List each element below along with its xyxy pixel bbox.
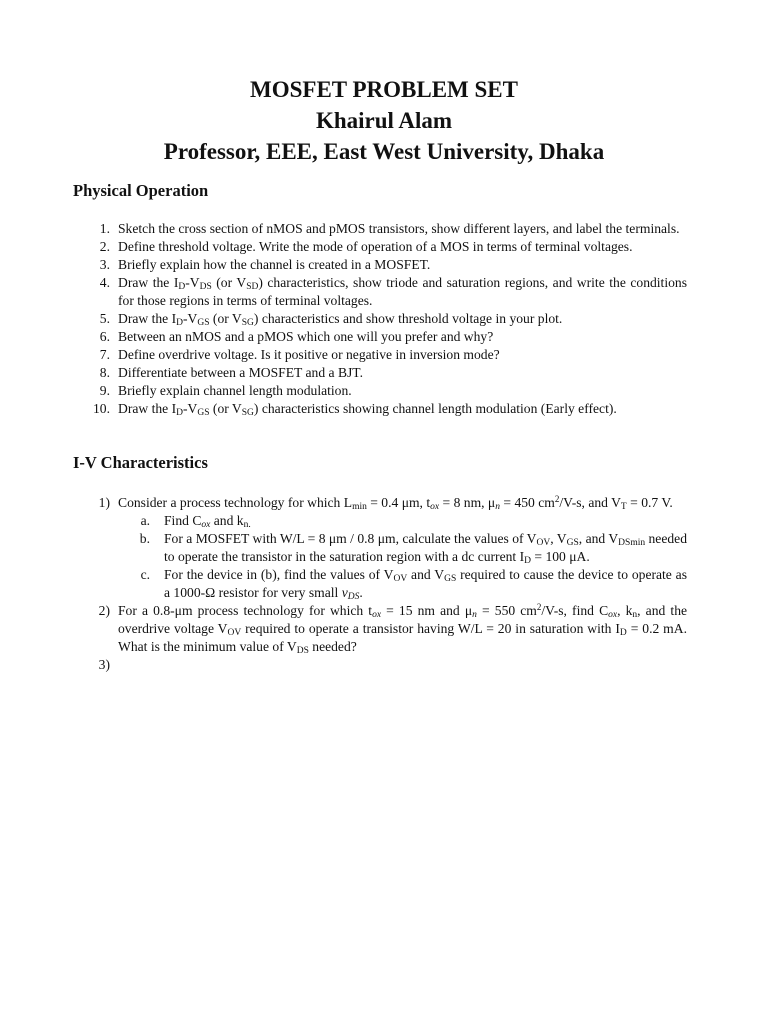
- sub-question-list: [118, 512, 687, 602]
- sub-question-item: [118, 566, 687, 602]
- sub-question-text: Find $C_{ox}$ and $k_{n.}$: [164, 513, 251, 530]
- question-number: 3): [98, 657, 110, 672]
- question-text: Draw the $I_D-V_{GS}$ (or $V_{SG}$) characteristics showing channel length modulation (Early effect).: [118, 401, 617, 418]
- question-item: [0, 328, 687, 346]
- question-number: 2.: [99, 239, 110, 254]
- sub-question-text: For the device in (b), find the values of $V_{OV}$ and $V_{GS}$ required to cause the device to operate as a 1000-Ω resistor for very small $v_{DS}$.: [164, 567, 688, 602]
- question-number: 2): [98, 603, 110, 618]
- section-heading-physical-operation: Physical Operation: [73, 181, 209, 200]
- question-item: [0, 238, 687, 256]
- question-item: [0, 274, 687, 310]
- sub-question-letter: a.: [140, 513, 150, 528]
- question-item: [0, 364, 687, 382]
- title-block: [0, 74, 768, 167]
- question-number: 8.: [99, 365, 110, 380]
- title-line-2: Khairul Alam: [315, 108, 453, 133]
- sub-question-letter: c.: [140, 567, 150, 582]
- question-item: [0, 310, 687, 328]
- question-number: 3.: [99, 257, 110, 272]
- question-text: Define threshold voltage. Write the mode of operation of a MOS in terms of terminal voltages.: [118, 239, 633, 254]
- question-text: Briefly explain how the channel is created in a MOSFET.: [118, 257, 431, 272]
- question-text: Between an nMOS and a pMOS which one will you prefer and why?: [118, 329, 494, 344]
- question-text: Sketch the cross section of nMOS and pMOS transistors, show different layers, and label the terminals.: [118, 221, 680, 236]
- question-item: [0, 494, 687, 602]
- question-number: 4.: [99, 275, 110, 290]
- sub-question-letter: b.: [139, 531, 150, 546]
- sub-question-item: [118, 530, 687, 566]
- question-item: [0, 382, 687, 400]
- question-number: 1): [98, 495, 110, 510]
- question-number: 10.: [93, 401, 110, 416]
- question-list-iv-characteristics: [0, 494, 688, 672]
- question-item: [0, 602, 687, 656]
- question-item: [0, 346, 687, 364]
- question-text: For a 0.8-μm process technology for which $t_{ox} = 15$ nm and $\mu_n = 550$ $cm^2/V-s$, find $C_{ox}$, $k_n$, and the overdrive voltage $V_{OV}$ required to operate a transistor having W/L = 20 in saturation with $I_D = 0.2$ mA. What is the minimum value of $V_{DS}$ needed?: [118, 602, 688, 656]
- sub-question-text: For a MOSFET with W/L = 8 μm / 0.8 μm, calculate the values of $V_{OV}$, $V_{GS}$, and $V_{DSmin}$ needed to operate the transistor in the saturation region with a dc current $I_D = 100$ μA.: [164, 531, 687, 566]
- question-text: Draw the $I_D-V_{DS}$ (or $V_{SD}$) characteristics, show triode and saturation regions, and write the conditions for those regions in terms of terminal voltages.: [118, 275, 687, 308]
- title-line-3: Professor, EEE, East West University, Dhaka: [163, 139, 605, 164]
- question-item: [0, 256, 687, 274]
- question-number: 5.: [99, 311, 110, 326]
- title-line-1: MOSFET PROBLEM SET: [250, 77, 518, 102]
- sub-question-item: [118, 512, 687, 530]
- question-number: 1.: [99, 221, 110, 236]
- question-number: 9.: [99, 383, 110, 398]
- question-text: Briefly explain channel length modulation.: [118, 383, 352, 398]
- question-item: [0, 220, 687, 238]
- question-number: 6.: [99, 329, 110, 344]
- question-list-physical-operation: [0, 220, 687, 418]
- question-text: Define overdrive voltage. Is it positive or negative in inversion mode?: [118, 347, 500, 362]
- question-item: [0, 400, 687, 418]
- section-heading-iv-characteristics: I-V Characteristics: [73, 453, 208, 472]
- question-text: Differentiate between a MOSFET and a BJT.: [118, 365, 363, 380]
- question-text: Draw the $I_D-V_{GS}$ (or $V_{SG}$) characteristics and show threshold voltage in your plot.: [118, 311, 563, 328]
- question-number: 7.: [99, 347, 110, 362]
- question-text: Consider a process technology for which $L_{min} = 0.4$ μm, $t_{ox} = 8$ nm, $\mu_n = 450$ $cm^2/V-s$, and $V_T = 0.7$ V.: [118, 494, 673, 512]
